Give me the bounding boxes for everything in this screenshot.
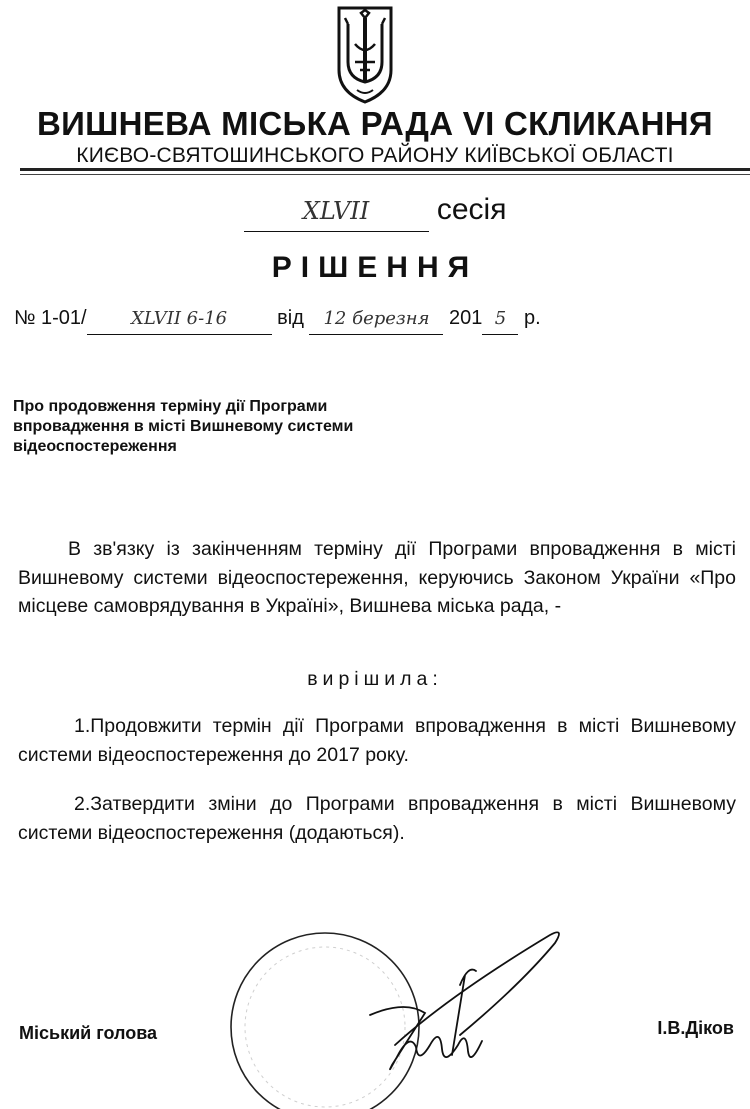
preamble-paragraph: В зв'язку із закінченням терміну дії Програми впровадження в місті Вишневому системи відеоспостереження, керуючись Законом України «Про місцеве самоврядування в Україні», Вишнева міська рада, - [18, 538, 736, 617]
council-name: ВИШНЕВА МІСЬКА РАДА VI СКЛИКАННЯ [37, 105, 713, 142]
decision-date: 12 березня [309, 304, 443, 335]
decision-item-1: 1.Продовжити термін дії Програми впровадження в місті Вишневому системи відеоспостереження до 2017 року. [18, 715, 736, 766]
decision-year: 5 [482, 304, 518, 335]
signature-area [220, 905, 580, 1109]
decision-number: XLVII 6-16 [87, 304, 272, 335]
decision-number-line [14, 303, 541, 335]
decision-subject [13, 397, 433, 457]
decision-item-2: 2.Затвердити зміни до Програми впровадження в місті Вишневому системи відеоспостереження (додаються). [18, 793, 736, 844]
header-divider-thick [20, 168, 750, 171]
subject-line: Про продовження терміну дії Програми [13, 398, 328, 415]
subject-line: відеоспостереження [13, 438, 177, 455]
session-line [0, 190, 750, 232]
handwritten-signature-icon [370, 932, 559, 1069]
document-title: РІШЕННЯ [271, 251, 479, 284]
year-prefix: 201 [449, 307, 483, 329]
decided-heading: вирішила: [307, 668, 443, 690]
signatory-role: Міський голова [19, 1023, 158, 1043]
council-district: КИЄВО-СВЯТОШИНСЬКОГО РАЙОНУ КИЇВСЬКОЇ ОБЛАСТІ [76, 144, 674, 167]
session-label: сесія [436, 193, 507, 226]
trident-coat-of-arms-icon [333, 4, 397, 104]
subject-line: впровадження в місті Вишневому системи [13, 418, 354, 435]
round-seal-stamp-icon [231, 933, 419, 1109]
year-suffix: р. [523, 307, 541, 329]
date-prefix: від [277, 307, 304, 329]
header-divider-thin [20, 174, 750, 175]
number-prefix: № 1-01/ [14, 307, 87, 329]
session-number: XLVII [244, 191, 429, 232]
signatory-name: І.В.Діков [657, 1018, 734, 1038]
